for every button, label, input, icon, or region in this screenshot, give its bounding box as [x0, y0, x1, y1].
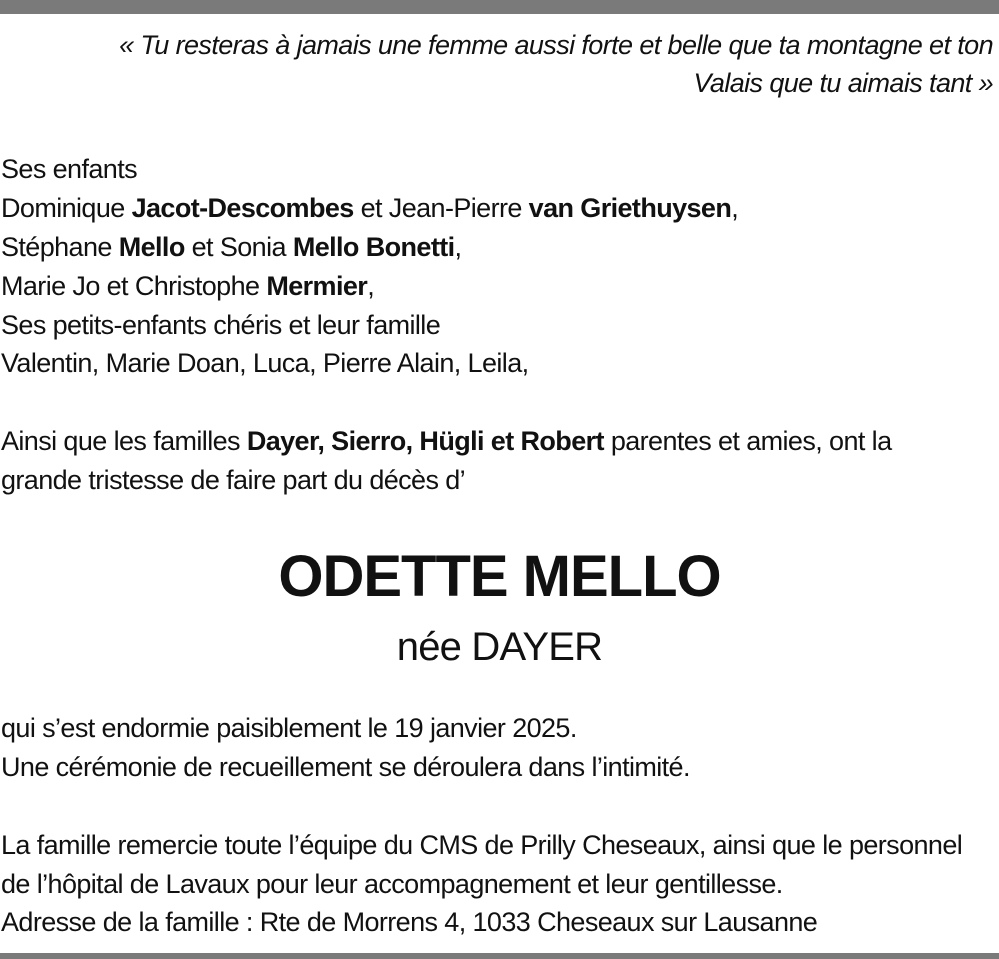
child-line-1: Dominique Jacot-Descombes et Jean-Pierre van Griethuysen,: [1, 193, 739, 223]
children-heading: Ses enfants: [1, 154, 137, 184]
quote-line-2: Valais que tu aimais tant »: [693, 68, 993, 98]
family-address: Adresse de la famille : Rte de Morrens 4, 1033 Cheseaux sur Lausanne: [1, 907, 818, 937]
deceased-name: ODETTE MELLO: [278, 544, 721, 609]
child-2-surname: Mello: [118, 232, 185, 262]
child-line-3: Marie Jo et Christophe Mermier,: [1, 271, 375, 301]
bottom-border-bar: [0, 953, 999, 959]
announcement-line-1: Ainsi que les familles Dayer, Sierro, Hügli et Robert parentes et amies, ont la: [1, 426, 892, 456]
families-names: Dayer, Sierro, Hügli et Robert: [246, 426, 604, 456]
child-2-partner-surname: Mello Bonetti: [292, 232, 455, 262]
child-1-partner-surname: van Griethuysen: [528, 193, 732, 223]
grandchildren-heading: Ses petits-enfants chéris et leur famille: [1, 310, 441, 340]
announcement-line-2: grande tristesse de faire part du décès d’: [1, 465, 466, 495]
top-border-bar: [0, 0, 999, 14]
child-3-surname: Mermier: [266, 271, 368, 301]
thanks-line-2: de l’hôpital de Lavaux pour leur accompagnement et leur gentillesse.: [1, 869, 783, 899]
maiden-name: née DAYER: [396, 625, 603, 669]
child-1-surname: Jacot-Descombes: [131, 193, 354, 223]
details-line-2: Une cérémonie de recueillement se déroulera dans l’intimité.: [1, 752, 690, 782]
grandchildren-list: Valentin, Marie Doan, Luca, Pierre Alain, Leila,: [1, 348, 529, 378]
child-line-2: Stéphane Mello et Sonia Mello Bonetti,: [1, 232, 462, 262]
details-line-1: qui s’est endormie paisiblement le 19 janvier 2025.: [1, 713, 577, 743]
quote-line-1: « Tu resteras à jamais une femme aussi forte et belle que ta montagne et ton: [119, 30, 993, 60]
thanks-line-1: La famille remercie toute l’équipe du CMS de Prilly Cheseaux, ainsi que le personnel: [1, 830, 963, 860]
